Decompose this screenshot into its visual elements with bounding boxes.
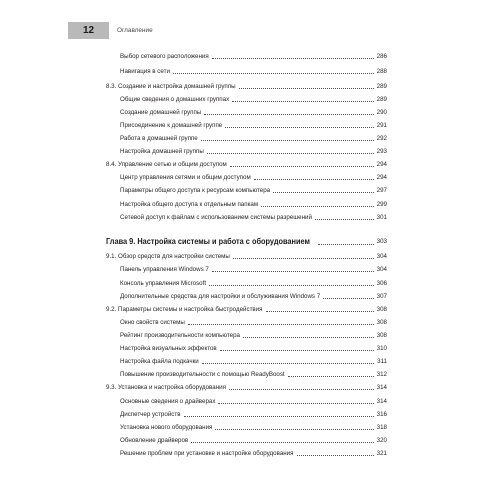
toc-entry-title: Сетевой доступ к файлам с использованием системы разрешений (120, 214, 312, 221)
toc-entry-page: 289 (376, 96, 387, 103)
toc-entry-title: Основные сведения о драйверах (120, 398, 216, 405)
toc-entry-page: 314 (376, 384, 387, 391)
toc-entry-title: Настройка домашней группы (120, 148, 204, 155)
toc-entry (120, 356, 387, 366)
toc-entry-page: 304 (376, 266, 387, 273)
toc-entry-page: 288 (376, 68, 387, 75)
toc-entry-page: 292 (376, 135, 387, 142)
toc-entry-title: Панель управления Windows 7 (120, 266, 209, 273)
running-head: Оглавление (117, 27, 153, 34)
leader-dots (212, 270, 374, 272)
leader-dots (232, 100, 373, 102)
leader-dots (220, 349, 374, 351)
toc-entry (120, 107, 387, 117)
toc-entry (120, 199, 387, 209)
toc-chapter (106, 235, 387, 247)
leader-dots (191, 441, 373, 443)
toc-entry-title: Работа в домашней группе (120, 135, 198, 142)
toc-entry-title: 8.4. Управление сетью и общим доступом (106, 161, 227, 168)
toc-entry-page: 318 (376, 424, 387, 431)
toc-entry-page: 297 (376, 187, 387, 194)
toc-entry (120, 330, 387, 340)
toc-section (106, 304, 387, 314)
toc-entry-title: Центр управления сетями и общим доступом (120, 174, 251, 181)
leader-dots (254, 178, 374, 180)
leader-dots (266, 310, 374, 312)
toc-entry (120, 133, 387, 143)
leader-dots (218, 402, 373, 404)
toc-entry (120, 172, 387, 182)
leader-dots (207, 152, 374, 154)
leader-dots (173, 72, 374, 74)
leader-dots (315, 218, 374, 220)
toc-entry-title: Дополнительные средства для настройки и обслуживания Windows 7 (120, 293, 321, 300)
toc-entry-page: 291 (376, 122, 387, 129)
toc-entry-page: 307 (376, 293, 387, 300)
leader-dots (229, 388, 374, 390)
leader-dots (297, 454, 374, 456)
toc-entry-page: 308 (376, 319, 387, 326)
toc-entry-page: 321 (376, 450, 387, 457)
toc-entry-page: 293 (376, 148, 387, 155)
toc-entry (120, 66, 387, 76)
leader-dots (233, 257, 374, 259)
toc-entry-title: Создание домашней группы (120, 109, 202, 116)
leader-dots (243, 336, 374, 338)
toc-entry-title: Повышение производительности с помощью ReadyBoost (120, 371, 285, 378)
toc-entry (120, 185, 387, 195)
toc-entry (120, 435, 387, 445)
toc-entry-page: 320 (376, 437, 387, 444)
toc-entry (120, 146, 387, 156)
toc-entry-title: Настройка визуальных эффектов (120, 345, 217, 352)
toc-entry-page: 294 (376, 161, 387, 168)
toc-entry (120, 291, 387, 301)
toc-entry (120, 212, 387, 222)
leader-dots (318, 243, 374, 245)
leader-dots (261, 205, 374, 207)
toc-section (106, 81, 387, 91)
toc-entry-title: Диспетчер устройств (120, 411, 181, 418)
toc-entry (120, 409, 387, 419)
toc-entry-title: Присоединение к домашней группе (120, 122, 223, 129)
toc-entry-page: 304 (376, 253, 387, 260)
leader-dots (323, 297, 374, 299)
leader-dots (201, 139, 374, 141)
toc-entry-title: Настройка общего доступа к отдельным папкам (120, 201, 259, 208)
toc-entry-title: Выбор сетевого расположения (120, 53, 209, 60)
toc-section (106, 251, 387, 261)
toc-entry (120, 278, 387, 288)
toc-entry-page: 316 (376, 411, 387, 418)
page-number: 12 (68, 22, 109, 39)
toc-entry-page: 289 (376, 83, 387, 90)
leader-dots (188, 323, 374, 325)
toc-entry-title: Консоль управления Microsoft (120, 280, 207, 287)
toc-entry-title: 8.3. Создание и настройка домашней группы (106, 83, 236, 90)
toc-entry (120, 317, 387, 327)
toc-section (106, 159, 387, 169)
toc-entry-title: Параметры общего доступа к ресурсам компьютера (120, 187, 271, 194)
toc-entry-page: 310 (376, 345, 387, 352)
toc-entry-page: 286 (376, 53, 387, 60)
page-header (68, 22, 153, 39)
toc-entry (120, 422, 387, 432)
toc-entry (120, 369, 387, 379)
toc-entry (120, 94, 387, 104)
leader-dots (239, 87, 374, 89)
toc-entry-page: 294 (376, 174, 387, 181)
toc-entry-title: Рейтинг производительности компьютера (120, 332, 240, 339)
toc-entry-page: 308 (376, 332, 387, 339)
leader-dots (209, 284, 374, 286)
leader-dots (184, 415, 374, 417)
toc-entry-title: 9.1. Обзор средств для настройки системы (106, 253, 230, 260)
toc-entry-title: Окно свойств системы (120, 319, 185, 326)
toc-entry (120, 448, 387, 458)
toc-entry-page: 311 (377, 358, 387, 365)
leader-dots (202, 362, 374, 364)
toc-entry (120, 264, 387, 274)
toc-entry-title: Решение проблем при установке и настройке оборудования (120, 450, 294, 457)
toc-entry-title: 9.2. Параметры системы и настройка быстродействия (106, 306, 263, 313)
toc-entry-page: 301 (376, 214, 387, 221)
toc-entry-page: 290 (376, 109, 387, 116)
leader-dots (288, 375, 374, 377)
chapter-title: Глава 9. Настройка системы и работа с оборудованием (106, 236, 310, 246)
toc-entry-page: 312 (376, 371, 387, 378)
toc-entry-title: 9.3. Установка и настройка оборудования (106, 384, 226, 391)
toc-entry-title: Настройка файла подкачки (120, 358, 199, 365)
toc-entry-page: 314 (376, 398, 387, 405)
toc-entry (120, 396, 387, 406)
toc-entry (120, 120, 387, 130)
leader-dots (204, 113, 373, 115)
toc-entry-page: 306 (376, 280, 387, 287)
toc-entry-page: 303 (376, 238, 387, 245)
leader-dots (273, 191, 374, 193)
toc-entry-title: Общие сведения о домашних группах (120, 96, 230, 103)
toc-entry-title: Обновление драйверов (120, 437, 189, 444)
toc-entry-title: Установка нового оборудования (120, 424, 213, 431)
leader-dots (230, 165, 374, 167)
toc-section (106, 382, 387, 392)
leader-dots (225, 126, 373, 128)
toc-entry (120, 343, 387, 353)
leader-dots (215, 428, 373, 430)
leader-dots (212, 57, 374, 59)
toc-entry-page: 299 (376, 201, 387, 208)
toc-entry-page: 308 (376, 306, 387, 313)
toc-entry-title: Навигация в сети (120, 68, 170, 75)
toc-entry (120, 51, 387, 61)
